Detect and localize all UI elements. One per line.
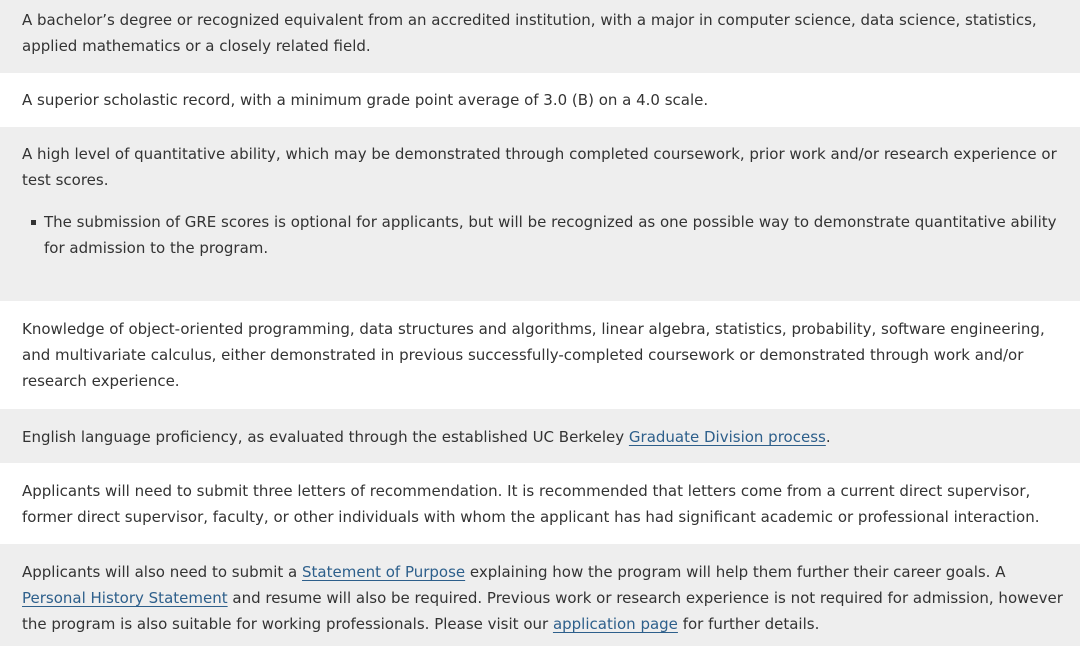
statements-text-2: explaining how the program will help them further their career goals. A <box>465 563 1006 581</box>
list-item <box>22 209 1070 261</box>
requirement-row-english <box>0 409 1080 463</box>
requirement-statements-text <box>22 559 1070 637</box>
requirement-quantitative-sublist <box>22 209 1070 261</box>
requirement-row-gpa <box>0 73 1080 127</box>
requirement-row-letters <box>0 463 1080 544</box>
statements-text-4: for further details. <box>677 615 820 633</box>
requirement-quantitative-text: A high level of quantitative ability, which may be demonstrated through completed coursework, prior work and/or research experience or test scores. <box>22 145 1057 189</box>
statements-text-3: and resume will also be required. Previous work or research experience is not required for admission, however the program is also suitable for working professionals. Please visit our <box>22 589 1063 633</box>
requirement-knowledge-text: Knowledge of object-oriented programming, data structures and algorithms, linear algebra, statistics, probability, software engineering, and multivariate calculus, either demonstrated in previous successfully-completed coursework or demonstrated through work and/or research experience. <box>22 320 1045 390</box>
requirement-degree-text: A bachelor’s degree or recognized equivalent from an accredited institution, with a major in computer science, data science, statistics, applied mathematics or a closely related field. <box>22 11 1037 55</box>
english-text-after: . <box>825 428 831 446</box>
requirement-row-quantitative <box>0 127 1080 301</box>
gre-optional-text: The submission of GRE scores is optional for applicants, but will be recognized as one possible way to demonstrate quantitative ability for admission to the program. <box>44 213 1057 257</box>
requirement-row-degree <box>0 0 1080 73</box>
square-bullet-icon <box>31 220 36 225</box>
english-text-before: English language proficiency, as evaluated through the established UC Berkeley <box>22 428 629 446</box>
application-page-link[interactable]: application page <box>552 615 678 633</box>
graduate-division-process-link[interactable]: Graduate Division process <box>628 428 826 446</box>
requirement-english-text <box>22 424 1070 450</box>
requirement-letters-text: Applicants will need to submit three letters of recommendation. It is recommended that letters come from a current direct supervisor, former direct supervisor, faculty, or other individuals with whom the applicant has had significant academic or professional interaction. <box>22 482 1040 526</box>
requirement-gpa-text: A superior scholastic record, with a minimum grade point average of 3.0 (B) on a 4.0 scale. <box>22 91 709 109</box>
personal-history-statement-link[interactable]: Personal History Statement <box>22 589 228 607</box>
requirement-row-statements <box>0 544 1080 646</box>
statements-text-1: Applicants will also need to submit a <box>22 563 303 581</box>
statement-of-purpose-link[interactable]: Statement of Purpose <box>302 563 466 581</box>
requirement-row-knowledge <box>0 301 1080 409</box>
